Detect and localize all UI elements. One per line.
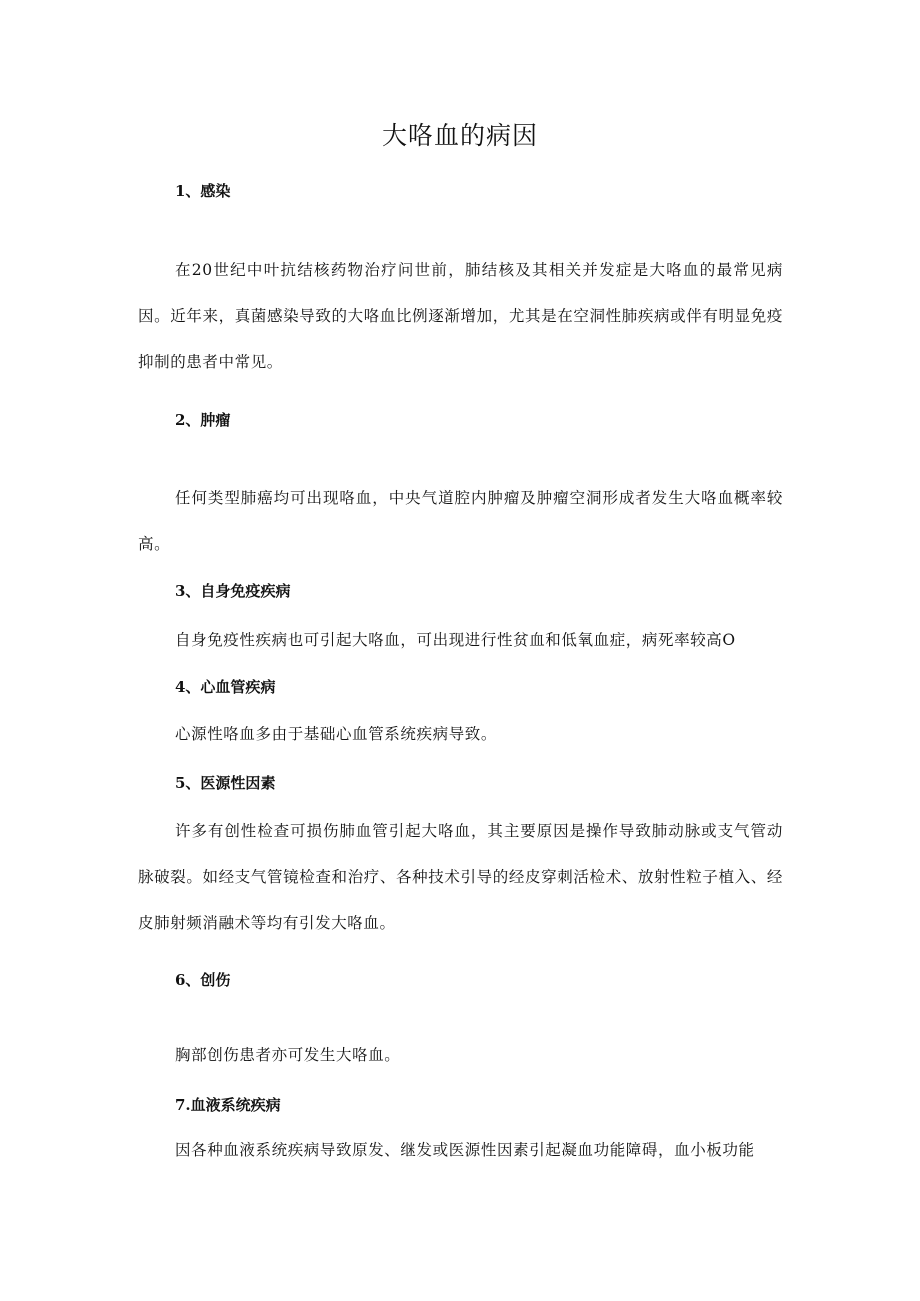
section-body-iatrogenic: 许多有创性检查可损伤肺血管引起大咯血，其主要原因是操作导致肺动脉或支气管动脉破裂。如经支气管镜检查和治疗、各种技术引导的经皮穿刺活检术、放射性粒子植入、经皮肺射频消融术等均有引发大咯血。 — [138, 822, 783, 932]
section-heading-infection: 1、感染 — [175, 182, 231, 200]
section-body-tumor: 任何类型肺癌均可出现咯血，中央气道腔内肿瘤及肿瘤空洞形成者发生大咯血概率较高。 — [138, 489, 783, 553]
section-heading-autoimmune: 3、自身免疫疾病 — [175, 582, 291, 600]
section-body-infection: 在20世纪中叶抗结核药物治疗问世前，肺结核及其相关并发症是大咯血的最常见病因。近年来，真菌感染导致的大咯血比例逐渐增加，尤其是在空洞性肺疾病或伴有明显免疫抑制的患者中常见。 — [138, 261, 783, 371]
section-heading-cardiovascular: 4、心血管疾病 — [175, 678, 276, 696]
section-body-trauma: 胸部创伤患者亦可发生大咯血。 — [175, 1046, 401, 1064]
section-heading-tumor: 2、肿瘤 — [175, 411, 231, 429]
section-body-autoimmune: 自身免疫性疾病也可引起大咯血，可出现进行性贫血和低氧血症，病死率较高O — [175, 631, 736, 649]
section-body-hematologic: 因各种血液系统疾病导致原发、继发或医源性因素引起凝血功能障碍，血小板功能 — [175, 1141, 755, 1159]
section-heading-trauma: 6、创伤 — [175, 971, 231, 989]
section-heading-hematologic: 7.血液系统疾病 — [175, 1096, 281, 1114]
document-title: 大咯血的病因 — [381, 121, 538, 150]
section-heading-iatrogenic: 5、医源性因素 — [175, 774, 276, 792]
section-body-cardiovascular: 心源性咯血多由于基础心血管系统疾病导致。 — [175, 725, 498, 743]
